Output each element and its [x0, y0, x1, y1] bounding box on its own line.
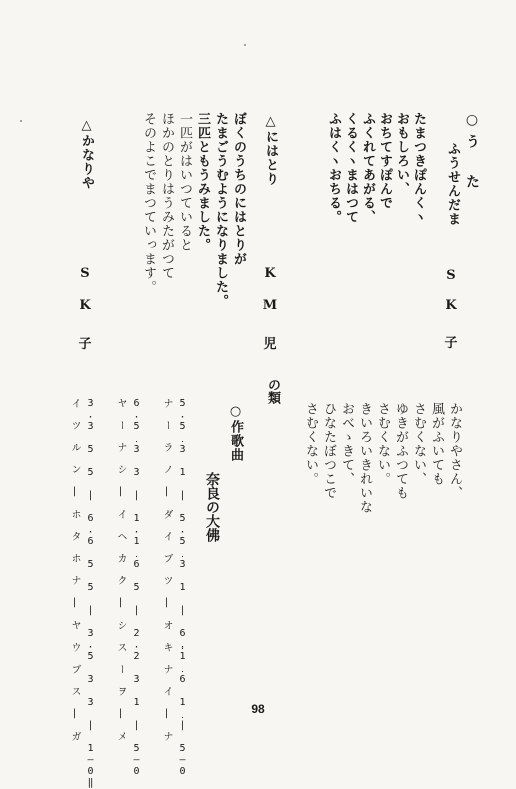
score-notes-1: 5.5̣ 3 1 | 5.5̣ 3 1 | 6̣.1̣ 6 1̣ | 5—0 [177, 398, 188, 778]
poem3-line-2: 風がふいても [429, 402, 444, 486]
score-notes-2: 6.5̣ 3 3 | 1.1̣ 6 5 | 2.2 3 1 | 5—0 [131, 398, 142, 778]
poem1-author-k: K [445, 298, 457, 313]
score-notes-3: 3.3 5 5 | 6.6 5 5 | 3.5 3 3 | 1—0‖ [85, 398, 96, 789]
score-lyrics-2: ヤ ー ナ シ | イ ヘ カ ク | シ ス ー ヲ | メ [115, 398, 126, 742]
poem2-line-6: そのよこでまつていっます。 [141, 112, 156, 294]
score-lyrics-1: ナ ー ラ ノ | ダ イ ブ ツ | オ キ ナ イ | ナ [161, 398, 172, 742]
poem2-line-2: たまごうむようになりました。 [213, 112, 228, 308]
group-label: の類 [265, 378, 280, 404]
poem1-author-ko: 子 [444, 336, 458, 351]
poem3-line-4: ゆきがふつても [393, 402, 408, 500]
section-heading-sakkyoku: ○作歌曲 [228, 404, 243, 462]
poem2-title: △にはとり [263, 114, 278, 186]
poem1-title: ふうせんだま [445, 142, 460, 226]
poem1-author-s: S [446, 268, 456, 283]
poem1-line-6: ふはくヽおちる。 [326, 112, 341, 224]
poem3-line-3: さむくない、 [411, 402, 426, 486]
poem3-author-ko: 子 [78, 337, 92, 352]
poem1-line-5: くるくヽまはつて [343, 112, 358, 224]
page-number: 98 [251, 702, 265, 716]
song-title: 奈良の大佛 [204, 472, 220, 542]
poem2-author-ji: 児 [263, 337, 277, 352]
scan-speck [244, 44, 246, 46]
poem2-line-1: ぼくのうちのにはとりが [231, 112, 246, 266]
poem3-line-9: さむくない。 [303, 402, 318, 486]
poem2-line-3: 三匹ともうみました。 [195, 112, 210, 252]
poem3-author-s: S [80, 266, 90, 281]
poem1-line-1: たまつきぽんくヽ [411, 112, 426, 224]
poem2-line-5: ほかのとりはうみたがつて [159, 112, 174, 280]
poem2-author-m: M [262, 298, 278, 313]
poem3-line-7: おべゝきて、 [339, 402, 354, 486]
poem3-line-8: ひなたぼつこで [321, 402, 336, 500]
poem1-line-2: おもしろい、 [394, 112, 409, 196]
scan-speck [20, 120, 22, 122]
poem3-line-6: きいろいきれいな [357, 402, 372, 514]
poem3-title: △かなりや [79, 118, 94, 190]
poem3-line-1: かなりやさん、 [447, 402, 462, 500]
poem1-line-3: おちてすぽんで [377, 112, 392, 210]
poem2-author-k: K [264, 266, 276, 281]
poem3-line-5: さむくない。 [375, 402, 390, 486]
poem1-line-4: ふくれてあがる、 [360, 112, 375, 224]
poem2-line-4: 一匹がはいつていると [177, 112, 192, 252]
poem3-author-k: K [79, 298, 91, 313]
score-lyrics-3: イ ツ ル ン | ホ タ ホ ナ | ヤ ウ ブ ス | ガ [69, 398, 80, 742]
section-heading-uta: ○う た [464, 112, 480, 194]
